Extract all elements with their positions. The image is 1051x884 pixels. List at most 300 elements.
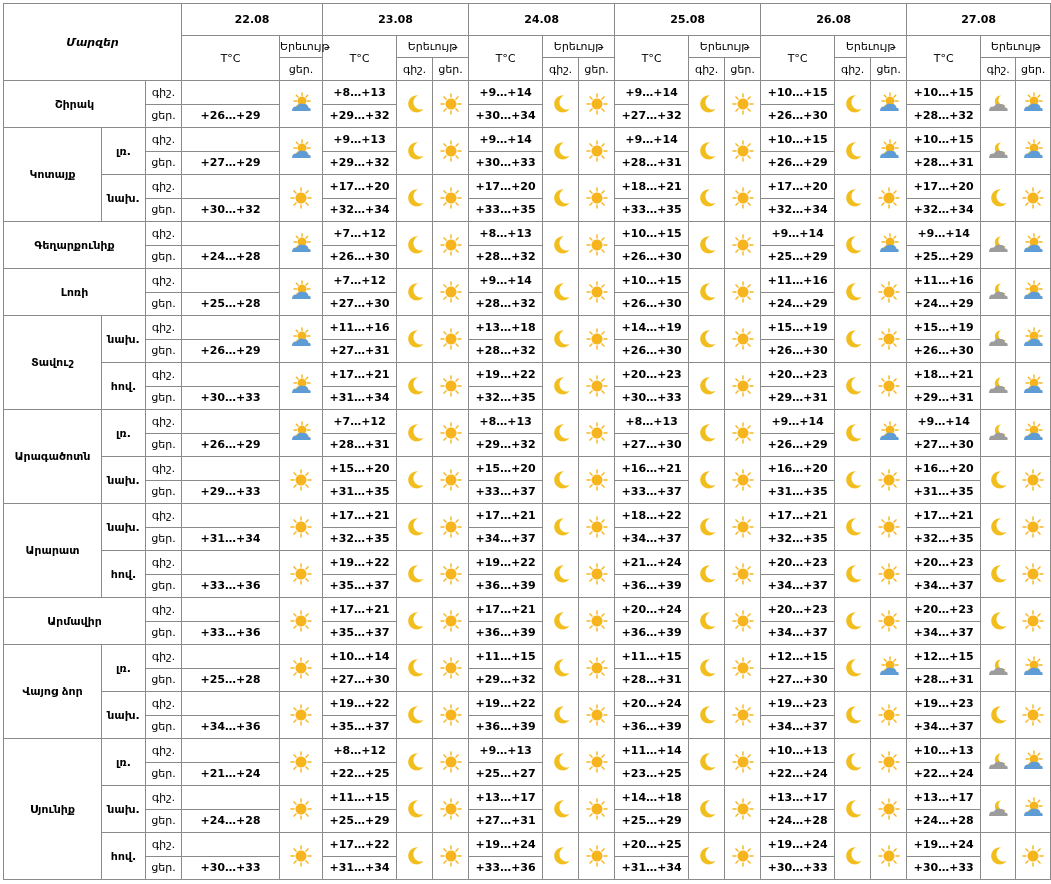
night-temperature: +11…+15 <box>469 645 543 669</box>
sun-icon <box>440 657 462 679</box>
weather-icon-cell <box>689 645 725 692</box>
day-temperature: +28…+31 <box>323 433 397 457</box>
weather-icon-cell <box>280 81 323 128</box>
night-column-header: գիշ. <box>835 58 871 81</box>
weather-icon-cell <box>1016 551 1051 598</box>
night-temperature: +16…+20 <box>761 457 835 481</box>
moon-icon <box>696 704 718 726</box>
region-name: Կոտայք <box>4 128 102 222</box>
weather-icon-cell <box>1016 410 1051 457</box>
weather-icon-cell <box>397 269 433 316</box>
weather-icon-cell <box>981 833 1016 880</box>
day-temperature: +34…+37 <box>615 527 689 551</box>
weather-icon-cell <box>689 81 725 128</box>
sun-icon <box>440 516 462 538</box>
day-temperature: +26…+30 <box>323 245 397 269</box>
moon-icon <box>550 704 572 726</box>
table-row <box>4 645 1051 669</box>
sun-icon <box>1022 516 1044 538</box>
date-header: 23.08 <box>323 4 469 36</box>
sun-icon <box>732 469 754 491</box>
weather-icon-cell <box>871 645 907 692</box>
day-temperature: +27…+30 <box>615 433 689 457</box>
moon-icon <box>550 140 572 162</box>
weather-icon-cell <box>689 175 725 222</box>
weather-icon-cell <box>433 128 469 175</box>
night-temperature: +10…+15 <box>615 269 689 293</box>
day-label: ցեր. <box>146 527 182 551</box>
day-temperature: +31…+34 <box>323 856 397 880</box>
day-temperature: +33…+36 <box>469 856 543 880</box>
moon-icon <box>696 140 718 162</box>
day-label: ցեր. <box>146 668 182 692</box>
night-temperature: +19…+24 <box>907 833 981 857</box>
table-row <box>4 410 1051 434</box>
weather-icon-cell <box>871 786 907 833</box>
sun-icon <box>586 469 608 491</box>
moon-icon <box>842 140 864 162</box>
day-temperature: +32…+35 <box>469 386 543 410</box>
sun-icon <box>290 610 312 632</box>
weather-icon-cell <box>1016 363 1051 410</box>
sun-icon <box>1022 469 1044 491</box>
weather-icon-cell <box>1016 175 1051 222</box>
weather-icon-cell <box>433 504 469 551</box>
sun-icon <box>586 234 608 256</box>
night-temperature: +9…+14 <box>907 410 981 434</box>
moon-icon <box>696 751 718 773</box>
weather-icon-cell <box>689 457 725 504</box>
day-temperature: +30…+33 <box>182 386 280 410</box>
weather-icon-cell <box>433 739 469 786</box>
weather-icon-cell <box>871 598 907 645</box>
sub-zone-label: հով. <box>102 833 146 880</box>
weather-icon-cell <box>543 833 579 880</box>
partly-cloudy-day-icon <box>1021 93 1045 115</box>
table-row <box>4 363 1051 387</box>
weather-icon-cell <box>579 410 615 457</box>
weather-icon-cell <box>981 786 1016 833</box>
weather-icon-cell <box>280 833 323 880</box>
night-temperature <box>182 692 280 716</box>
phenomenon-header: Երեւույթ <box>835 36 907 58</box>
weather-icon-cell <box>543 316 579 363</box>
day-label: ցեր. <box>146 715 182 739</box>
weather-icon-cell <box>725 598 761 645</box>
sun-icon <box>878 469 900 491</box>
night-temperature <box>182 316 280 340</box>
weather-icon-cell <box>981 81 1016 128</box>
weather-icon-cell <box>1016 692 1051 739</box>
partly-cloudy-day-icon <box>1021 328 1045 350</box>
moon-icon <box>550 845 572 867</box>
night-temperature: +17…+21 <box>469 504 543 528</box>
moon-icon <box>404 328 426 350</box>
weather-icon-cell <box>397 692 433 739</box>
weather-icon-cell <box>397 316 433 363</box>
night-temperature: +12…+15 <box>761 645 835 669</box>
moon-icon <box>842 657 864 679</box>
weather-icon-cell <box>397 551 433 598</box>
table-row <box>4 128 1051 152</box>
partly-cloudy-day-icon <box>289 140 313 162</box>
partly-cloudy-night-icon <box>986 234 1010 256</box>
night-temperature <box>182 645 280 669</box>
weather-icon-cell <box>433 81 469 128</box>
moon-icon <box>550 469 572 491</box>
weather-icon-cell <box>280 786 323 833</box>
weather-icon-cell <box>835 504 871 551</box>
night-temperature: +20…+23 <box>907 598 981 622</box>
weather-icon-cell <box>433 457 469 504</box>
sun-icon <box>440 187 462 209</box>
weather-icon-cell <box>280 645 323 692</box>
weather-icon-cell <box>579 457 615 504</box>
weather-icon-cell <box>397 504 433 551</box>
weather-icon-cell <box>871 222 907 269</box>
day-temperature: +29…+32 <box>469 433 543 457</box>
weather-icon-cell <box>543 739 579 786</box>
weather-icon-cell <box>579 175 615 222</box>
partly-cloudy-day-icon <box>1021 798 1045 820</box>
sun-icon <box>586 375 608 397</box>
night-temperature: +9…+14 <box>469 81 543 105</box>
night-temperature: +9…+14 <box>761 410 835 434</box>
date-header: 27.08 <box>907 4 1051 36</box>
moon-icon <box>842 375 864 397</box>
moon-icon <box>696 516 718 538</box>
weather-icon-cell <box>433 363 469 410</box>
day-temperature: +32…+35 <box>761 527 835 551</box>
day-temperature: +36…+39 <box>615 715 689 739</box>
moon-icon <box>550 281 572 303</box>
table-row <box>4 833 1051 857</box>
weather-icon-cell <box>543 81 579 128</box>
phenomenon-header: Երեւույթ <box>280 36 323 58</box>
day-column-header: ցեր. <box>1016 58 1051 81</box>
weather-icon-cell <box>433 786 469 833</box>
weather-icon-cell <box>397 128 433 175</box>
day-temperature: +27…+30 <box>761 668 835 692</box>
region-name: Գեղարքունիք <box>4 222 146 269</box>
weather-icon-cell <box>280 692 323 739</box>
weather-icon-cell <box>835 81 871 128</box>
night-temperature <box>182 457 280 481</box>
day-temperature: +28…+32 <box>469 245 543 269</box>
temperature-header: T°C <box>615 36 689 81</box>
moon-icon <box>987 704 1009 726</box>
sun-icon <box>440 281 462 303</box>
weather-icon-cell <box>871 316 907 363</box>
table-row <box>4 739 1051 763</box>
sun-icon <box>440 375 462 397</box>
weather-icon-cell <box>543 598 579 645</box>
sun-icon <box>732 93 754 115</box>
weather-icon-cell <box>689 504 725 551</box>
sun-icon <box>586 751 608 773</box>
day-temperature: +29…+32 <box>469 668 543 692</box>
night-temperature: +8…+12 <box>323 739 397 763</box>
day-temperature: +23…+25 <box>615 762 689 786</box>
night-temperature: +9…+13 <box>323 128 397 152</box>
moon-icon <box>842 704 864 726</box>
day-label: ցեր. <box>146 856 182 880</box>
day-temperature: +28…+31 <box>615 668 689 692</box>
night-temperature: +15…+20 <box>469 457 543 481</box>
table-row <box>4 81 1051 105</box>
moon-icon <box>696 328 718 350</box>
day-temperature: +27…+30 <box>323 292 397 316</box>
day-label: ցեր. <box>146 433 182 457</box>
weather-icon-cell <box>433 316 469 363</box>
moon-icon <box>987 516 1009 538</box>
night-column-header: գիշ. <box>689 58 725 81</box>
sub-zone-label: նախ. <box>102 504 146 551</box>
day-temperature: +26…+30 <box>761 339 835 363</box>
night-label: գիշ. <box>146 363 182 387</box>
date-header: 26.08 <box>761 4 907 36</box>
sun-icon <box>1022 610 1044 632</box>
night-label: գիշ. <box>146 269 182 293</box>
day-temperature: +24…+28 <box>182 809 280 833</box>
weather-icon-cell <box>280 269 323 316</box>
region-name: Վայոց ձոր <box>4 645 102 739</box>
sun-icon <box>732 845 754 867</box>
day-temperature: +25…+28 <box>182 668 280 692</box>
night-temperature: +17…+20 <box>323 175 397 199</box>
sun-icon <box>732 140 754 162</box>
weather-icon-cell <box>725 222 761 269</box>
night-temperature <box>182 410 280 434</box>
sub-zone-label: լռ. <box>102 128 146 175</box>
weather-icon-cell <box>835 410 871 457</box>
weather-icon-cell <box>835 457 871 504</box>
sub-zone-label: նախ. <box>102 457 146 504</box>
temperature-header: T°C <box>907 36 981 81</box>
partly-cloudy-day-icon <box>289 281 313 303</box>
day-temperature: +34…+36 <box>182 715 280 739</box>
weather-icon-cell <box>1016 269 1051 316</box>
day-temperature: +30…+33 <box>761 856 835 880</box>
temperature-header: T°C <box>469 36 543 81</box>
night-temperature <box>182 81 280 105</box>
weather-icon-cell <box>725 692 761 739</box>
day-temperature: +32…+35 <box>907 527 981 551</box>
partly-cloudy-day-icon <box>1021 375 1045 397</box>
night-temperature: +17…+21 <box>323 598 397 622</box>
sun-icon <box>290 657 312 679</box>
night-temperature: +16…+20 <box>907 457 981 481</box>
moon-icon <box>987 187 1009 209</box>
night-temperature: +19…+22 <box>323 551 397 575</box>
night-temperature: +8…+13 <box>469 410 543 434</box>
weather-icon-cell <box>579 316 615 363</box>
moon-icon <box>550 798 572 820</box>
night-temperature: +9…+13 <box>469 739 543 763</box>
night-temperature: +14…+18 <box>615 786 689 810</box>
weather-icon-cell <box>725 739 761 786</box>
night-temperature: +19…+22 <box>323 692 397 716</box>
day-temperature: +28…+31 <box>907 151 981 175</box>
night-temperature: +10…+15 <box>907 81 981 105</box>
partly-cloudy-day-icon <box>1021 234 1045 256</box>
day-temperature: +25…+29 <box>761 245 835 269</box>
weather-icon-cell <box>725 316 761 363</box>
moon-icon <box>550 422 572 444</box>
moon-icon <box>696 234 718 256</box>
partly-cloudy-day-icon <box>289 93 313 115</box>
night-temperature: +9…+14 <box>761 222 835 246</box>
day-temperature: +31…+34 <box>182 527 280 551</box>
weather-icon-cell <box>689 410 725 457</box>
weather-icon-cell <box>725 551 761 598</box>
day-temperature: +34…+37 <box>907 715 981 739</box>
partly-cloudy-night-icon <box>986 751 1010 773</box>
partly-cloudy-day-icon <box>289 328 313 350</box>
sun-icon <box>878 281 900 303</box>
night-temperature: +16…+21 <box>615 457 689 481</box>
day-temperature: +36…+39 <box>469 574 543 598</box>
sun-icon <box>732 375 754 397</box>
moon-icon <box>404 93 426 115</box>
weather-icon-cell <box>981 410 1016 457</box>
sun-icon <box>440 845 462 867</box>
weather-icon-cell <box>835 692 871 739</box>
day-column-header: ցեր. <box>725 58 761 81</box>
moon-icon <box>404 751 426 773</box>
moon-icon <box>404 281 426 303</box>
sun-icon <box>440 798 462 820</box>
weather-icon-cell <box>835 551 871 598</box>
night-temperature: +20…+24 <box>615 598 689 622</box>
day-temperature: +34…+37 <box>907 574 981 598</box>
weather-icon-cell <box>579 504 615 551</box>
weather-icon-cell <box>835 128 871 175</box>
moon-icon <box>404 563 426 585</box>
day-label: ցեր. <box>146 480 182 504</box>
weather-icon-cell <box>433 692 469 739</box>
weather-icon-cell <box>1016 786 1051 833</box>
weather-icon-cell <box>689 269 725 316</box>
moon-icon <box>696 845 718 867</box>
sun-icon <box>290 187 312 209</box>
sun-icon <box>1022 187 1044 209</box>
night-temperature <box>182 786 280 810</box>
weather-icon-cell <box>835 269 871 316</box>
moon-icon <box>550 375 572 397</box>
night-temperature: +10…+14 <box>323 645 397 669</box>
night-temperature: +20…+23 <box>907 551 981 575</box>
day-temperature: +28…+32 <box>469 292 543 316</box>
weather-icon-cell <box>981 551 1016 598</box>
day-column-header: ցեր. <box>433 58 469 81</box>
night-temperature: +20…+23 <box>761 363 835 387</box>
night-temperature: +9…+14 <box>907 222 981 246</box>
weather-icon-cell <box>579 269 615 316</box>
weather-icon-cell <box>835 316 871 363</box>
moon-icon <box>842 751 864 773</box>
weather-icon-cell <box>543 645 579 692</box>
night-temperature: +19…+24 <box>761 833 835 857</box>
moon-icon <box>550 93 572 115</box>
moon-icon <box>842 563 864 585</box>
weather-icon-cell <box>981 645 1016 692</box>
night-temperature: +18…+21 <box>907 363 981 387</box>
weather-icon-cell <box>579 833 615 880</box>
table-row <box>4 551 1051 575</box>
night-temperature: +20…+25 <box>615 833 689 857</box>
day-temperature: +27…+31 <box>323 339 397 363</box>
moon-icon <box>550 328 572 350</box>
night-temperature: +12…+15 <box>907 645 981 669</box>
day-label: ցեր. <box>146 386 182 410</box>
weather-icon-cell <box>280 598 323 645</box>
night-temperature: +19…+22 <box>469 363 543 387</box>
moon-icon <box>842 234 864 256</box>
sun-icon <box>440 469 462 491</box>
day-temperature: +33…+37 <box>469 480 543 504</box>
table-row <box>4 222 1051 246</box>
day-temperature: +34…+37 <box>469 527 543 551</box>
night-temperature: +18…+22 <box>615 504 689 528</box>
weather-icon-cell <box>1016 645 1051 692</box>
night-temperature: +13…+17 <box>761 786 835 810</box>
day-temperature: +36…+39 <box>469 621 543 645</box>
night-temperature: +11…+16 <box>907 269 981 293</box>
day-temperature: +34…+37 <box>761 574 835 598</box>
weather-icon-cell <box>579 128 615 175</box>
sun-icon <box>732 516 754 538</box>
day-temperature: +24…+28 <box>907 809 981 833</box>
moon-icon <box>404 187 426 209</box>
weather-icon-cell <box>981 739 1016 786</box>
night-temperature: +7…+12 <box>323 269 397 293</box>
moon-icon <box>404 798 426 820</box>
day-temperature: +27…+31 <box>469 809 543 833</box>
weather-icon-cell <box>689 833 725 880</box>
weather-icon-cell <box>397 175 433 222</box>
region-name: Արմավիր <box>4 598 146 645</box>
weather-icon-cell <box>689 598 725 645</box>
moon-icon <box>404 234 426 256</box>
weather-icon-cell <box>397 457 433 504</box>
moon-icon <box>550 751 572 773</box>
partly-cloudy-day-icon <box>877 140 901 162</box>
weather-icon-cell <box>725 457 761 504</box>
weather-icon-cell <box>1016 222 1051 269</box>
sun-icon <box>440 328 462 350</box>
day-temperature: +36…+39 <box>615 621 689 645</box>
moon-icon <box>696 563 718 585</box>
region-name: Շիրակ <box>4 81 146 128</box>
sun-icon <box>732 281 754 303</box>
day-label: ցեր. <box>146 339 182 363</box>
sun-icon <box>732 422 754 444</box>
weather-icon-cell <box>579 551 615 598</box>
night-temperature <box>182 739 280 763</box>
sun-icon <box>586 798 608 820</box>
sun-icon <box>732 610 754 632</box>
sun-icon <box>586 704 608 726</box>
night-temperature: +17…+21 <box>323 504 397 528</box>
moon-icon <box>842 516 864 538</box>
weather-icon-cell <box>579 692 615 739</box>
sun-icon <box>586 187 608 209</box>
moon-icon <box>696 469 718 491</box>
night-temperature: +15…+19 <box>907 316 981 340</box>
night-temperature: +17…+20 <box>469 175 543 199</box>
weather-icon-cell <box>981 504 1016 551</box>
